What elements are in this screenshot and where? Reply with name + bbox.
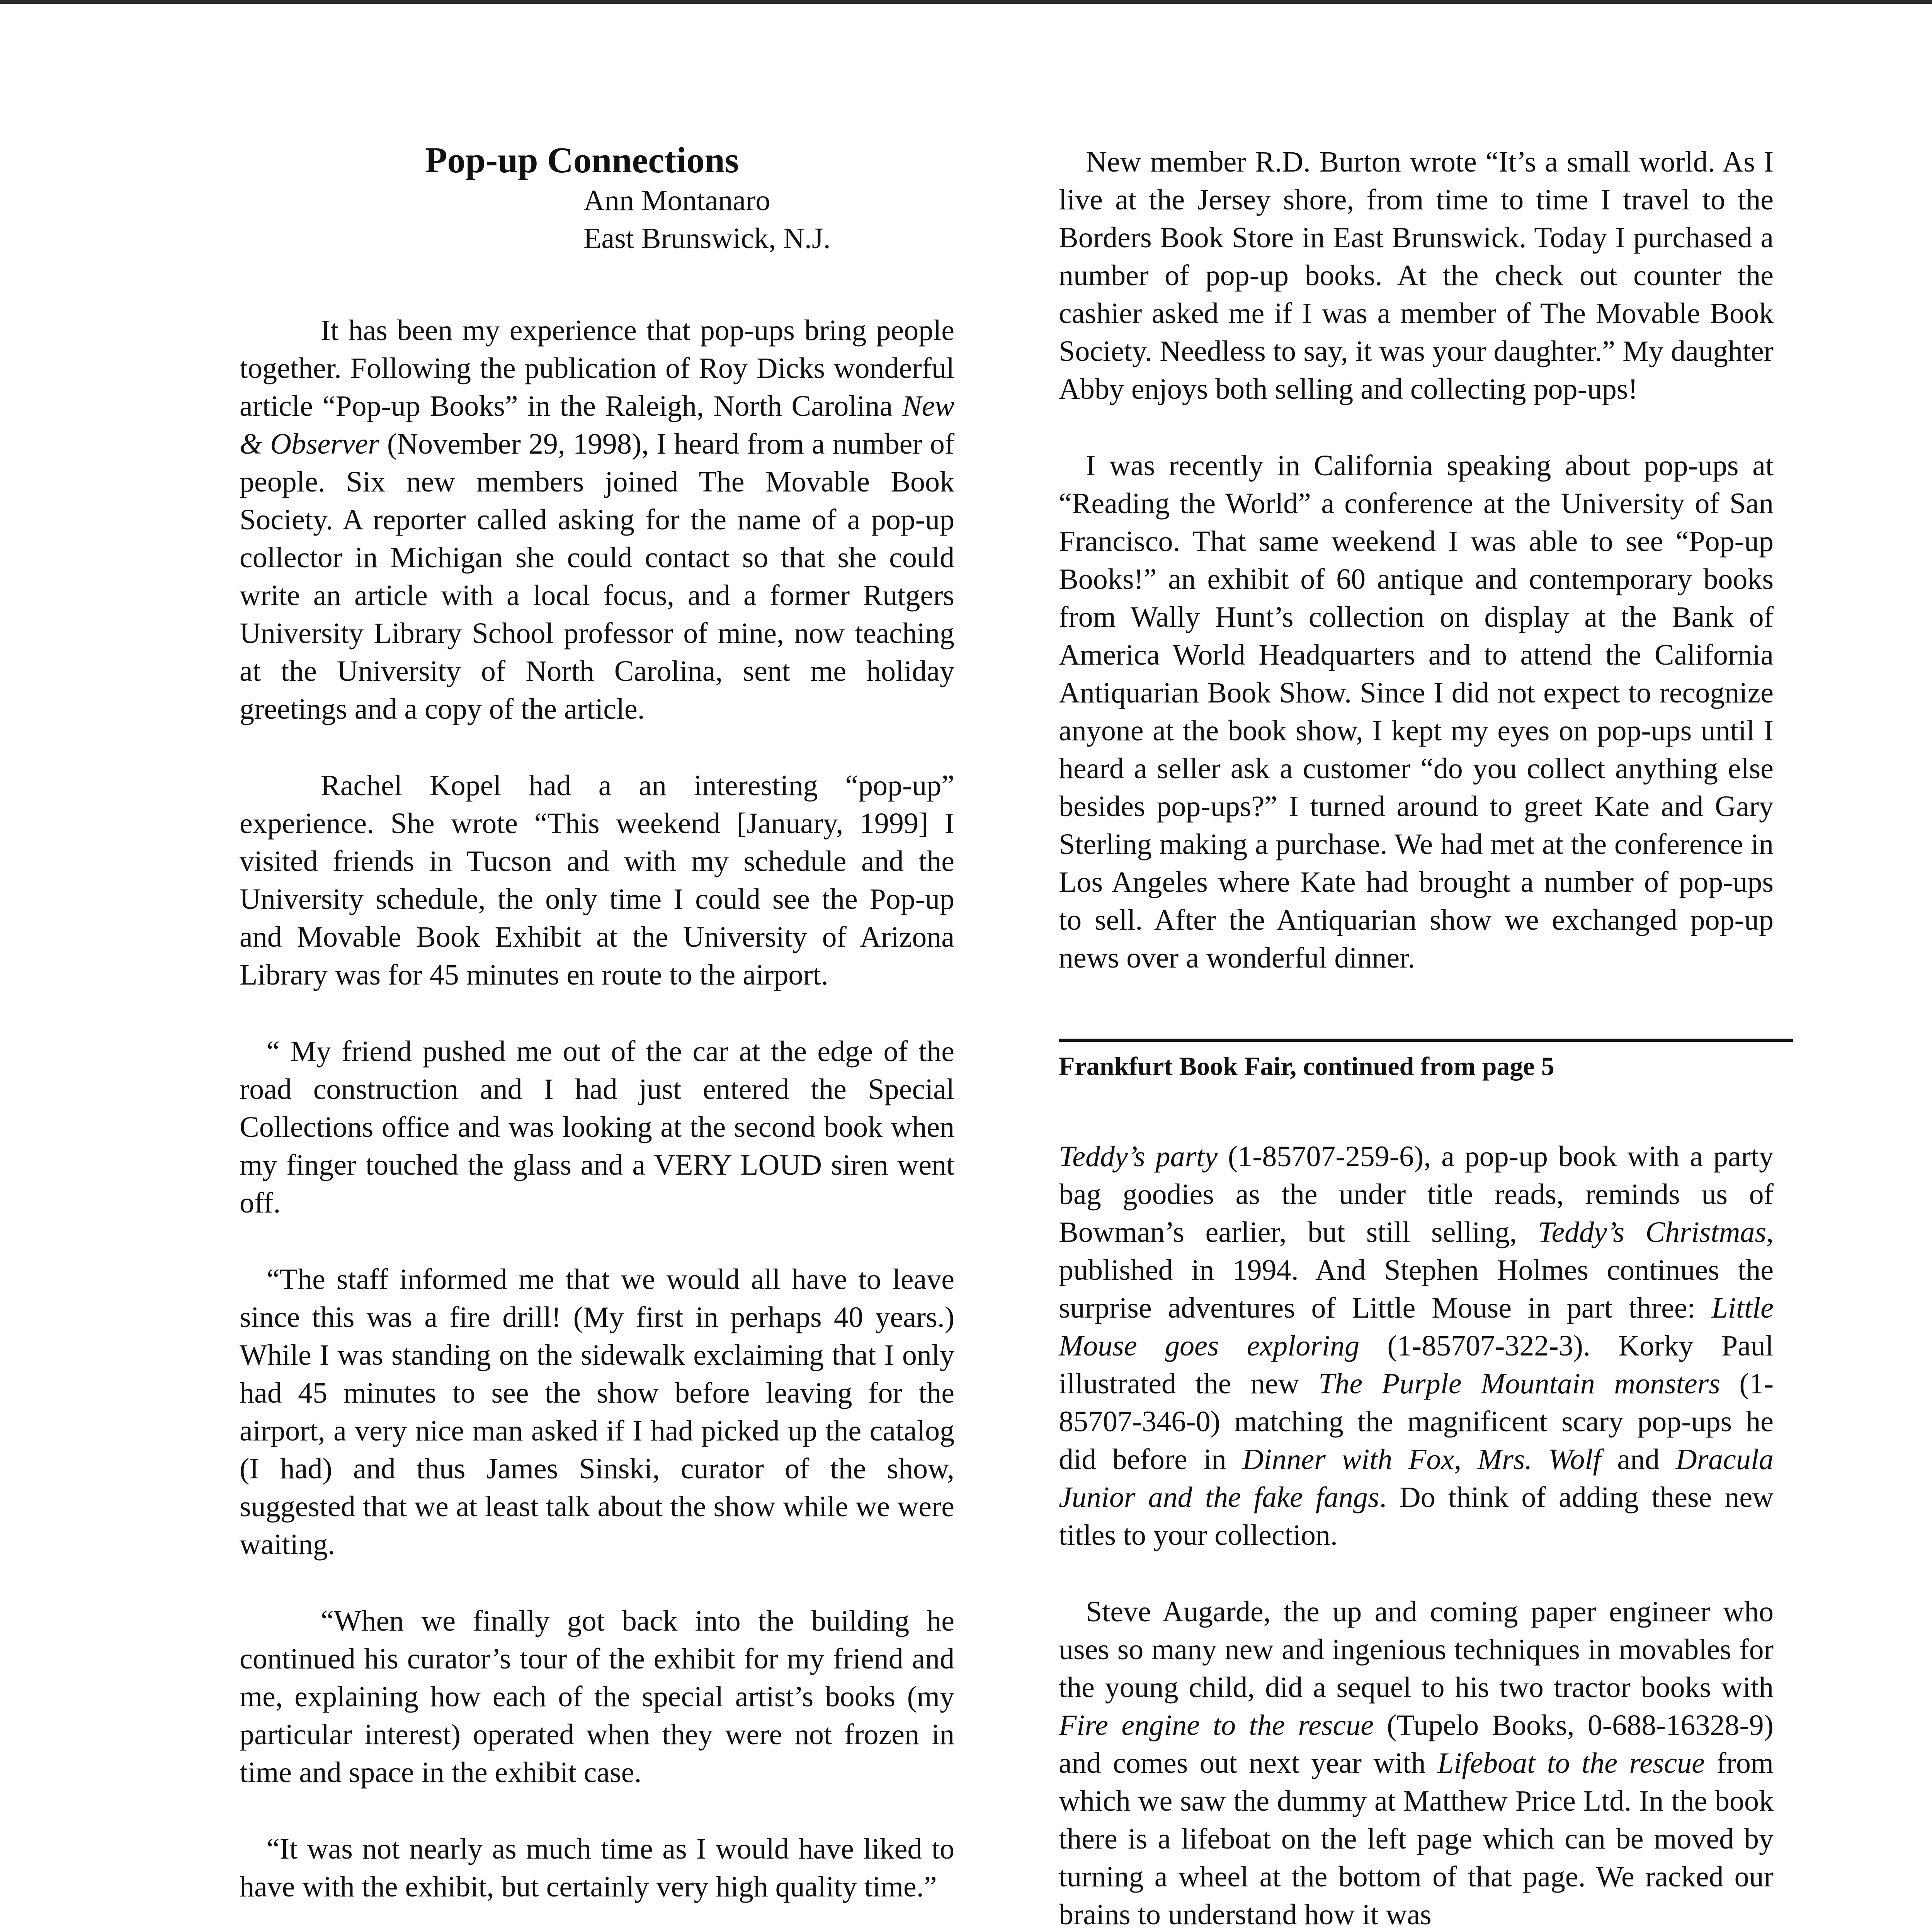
- paragraph-text: (1-85707-259-6), a pop-up book with a party bag goodies as the under title reads, reminds us of Bowman’s earlier, but still selling,: [1059, 1140, 1774, 1248]
- paragraph-text: , published in 1994. And Stephen Holmes continues the surprise adventures of Little Mouse in part three:: [1059, 1216, 1774, 1324]
- article-paragraph: “The staff informed me that we would all have to leave since this was a fire drill! (My first in perhaps 40 years.) While I was standing on the sidewalk exclaiming that I only had 45 minutes to see the show before leaving for the airport, a very nice man asked if I had picked up the catalog (I had) and thus James Sinski, curator of the show, suggested that we at least talk about the show while we were waiting.: [240, 1263, 954, 1561]
- book-title: Dinner with Fox: [1242, 1443, 1454, 1476]
- scan-edge-top: [0, 0, 1932, 4]
- article-paragraph: Rachel Kopel had a an interesting “pop-up” experience. She wrote “This weekend [January, 1999] I visited friends in Tucson and with my schedule and the University schedule, the only time I could see the Pop-up and Movable Book Exhibit at the University of Arizona Library was for 45 minutes en route to the airport.: [240, 769, 954, 991]
- right-column-content: [1059, 143, 1774, 1932]
- article-paragraph: [240, 311, 954, 728]
- article-location: East Brunswick, N.J.: [583, 222, 831, 255]
- book-title: Mrs. Wolf: [1477, 1443, 1601, 1476]
- paragraph-text: (1-85707-346-0) matching the magnificent scary pop-ups he did before in: [1059, 1367, 1774, 1476]
- book-title: Little Mouse goes exploring: [1059, 1292, 1774, 1362]
- paragraph-text: Steve Augarde, the up and coming paper engineer who uses so many new and ingenious techniques in movables for the young child, did a sequel to his two tractor books with: [1059, 1595, 1774, 1704]
- newspaper-title: New & Observer: [240, 390, 954, 460]
- paragraph-text: (Tupelo Books, 0-688-16328-9) and comes out next year with: [1059, 1709, 1774, 1779]
- book-title: Teddy’s party: [1059, 1140, 1218, 1173]
- book-title: Lifeboat to the rescue: [1437, 1747, 1705, 1779]
- article-paragraph: “When we finally got back into the building he continued his curator’s tour of the exhibit for my friend and me, explaining how each of the special artist’s books (my particular interest) operated when they were not frozen in time and space in the exhibit case.: [240, 1605, 954, 1789]
- paragraph-text: from which we saw the dummy at Matthew Price Ltd. In the book there is a lifeboat on the left page which can be moved by turning a wheel at the bottom of that page. We racked our brains to understand how it was: [1059, 1747, 1774, 1931]
- article-paragraph: New member R.D. Burton wrote “It’s a small world. As I live at the Jersey shore, from time to time I travel to the Borders Book Store in East Brunswick. Today I purchased a number of pop-up books. At the check out counter the cashier asked me if I was a member of The Movable Book Society. Needless to say, it was your daughter.” My daughter Abby enjoys both selling and collecting pop-ups!: [1059, 146, 1774, 405]
- paragraph-text: It has been my experience that pop-ups bring people together. Following the publication of Roy Dicks wonderful article “Pop-up Books” in the Raleigh, North Carolina: [240, 314, 954, 422]
- paragraph-text: . Do think of adding these new titles to your collection.: [1059, 1481, 1774, 1551]
- article-author: Ann Montanaro: [583, 184, 770, 217]
- article-title: Pop-up Connections: [425, 140, 739, 180]
- continuation-paragraph: [1059, 1593, 1774, 1932]
- book-title: Fire engine to the rescue: [1059, 1709, 1374, 1742]
- article-paragraph: “It was not nearly as much time as I would have liked to have with the exhibit, but certainly very high quality time.”: [240, 1833, 954, 1903]
- article-paragraph: I was recently in California speaking about pop-ups at “Reading the World” a conference at the University of San Francisco. That same weekend I was able to see “Pop-up Books!” an exhibit of 60 antique and contemporary books from Wally Hunt’s collection on display at the Bank of America World Headquarters and to attend the California Antiquarian Book Show. Since I did not expect to recognize anyone at the book show, I kept my eyes on pop-ups until I heard a seller ask a customer “do you collect anything else besides pop-ups?” I turned around to greet Kate and Gary Sterling making a purchase. We had met at the conference in Los Angeles where Kate had brought a number of pop-ups to sell. After the Antiquarian show we exchanged pop-up news over a wonderful dinner.: [1059, 449, 1774, 974]
- book-title: Teddy’s Christmas: [1538, 1216, 1766, 1248]
- book-title: The Purple Mountain monsters: [1318, 1367, 1720, 1400]
- paragraph-text: ,: [1454, 1443, 1478, 1476]
- book-title: Dracula Junior and the fake fangs: [1059, 1443, 1774, 1514]
- continuation-paragraph: [1059, 1138, 1774, 1554]
- continuation-heading: Frankfurt Book Fair, continued from page 5: [1059, 1051, 1554, 1081]
- paragraph-text: (1-85707-322-3). Korky Paul illustrated the new: [1059, 1330, 1774, 1400]
- paragraph-text: (November 29, 1998), I heard from a number of people. Six new members joined The Movable Book Society. A reporter called asking for the name of a pop-up collector in Michigan she could contact so that she could write an article with a local focus, and a former Rutgers University Library School professor of mine, now teaching at the University of North Carolina, sent me holiday greetings and a copy of the article.: [240, 428, 954, 725]
- article-paragraph: “ My friend pushed me out of the car at the edge of the road construction and I had just entered the Special Collections office and was looking at the second book when my finger touched the glass and a VERY LOUD siren went off.: [240, 1035, 954, 1219]
- paragraph-text: and: [1601, 1443, 1676, 1476]
- left-column: [240, 139, 954, 1932]
- section-divider: [1059, 1039, 1793, 1042]
- article-header: [240, 139, 954, 257]
